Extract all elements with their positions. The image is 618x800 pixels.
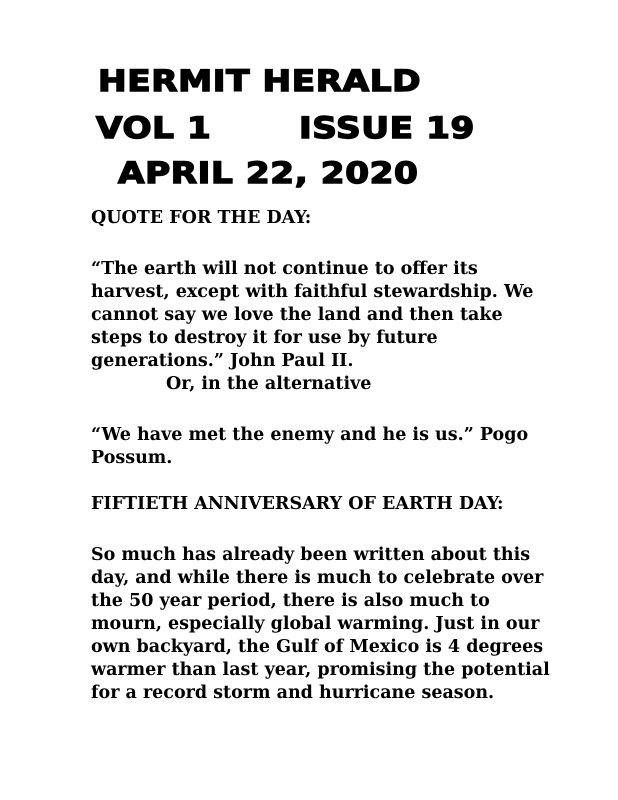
earth-day-paragraph: So much has already been written about this day, and while there is much to celebrate over the 50 year period, there is also much to mourn, especially global warming. Just in our own backyard, the Gulf of Mexico is 4 degrees warmer than last year, promising the potential for a record storm and hurricane season.	[91, 545, 550, 703]
issue-date: APRIL 22, 2020	[118, 156, 419, 190]
quote-section-heading: QUOTE FOR THE DAY:	[91, 208, 312, 228]
alternative-note: Or, in the alternative	[166, 374, 372, 394]
newsletter-title: HERMIT HERALD	[98, 64, 422, 98]
volume-issue-line: VOL 1 ISSUE 19	[96, 111, 475, 145]
pogo-quote: “We have met the enemy and he is us.” Pogo Possum.	[91, 425, 529, 468]
earth-day-section-heading: FIFTIETH ANNIVERSARY OF EARTH DAY:	[91, 494, 504, 514]
john-paul-quote: “The earth will not continue to offer its harvest, except with faithful stewardship. We cannot say we love the land and then take steps to destroy it for use by future generations.” John Paul II.	[91, 259, 534, 371]
